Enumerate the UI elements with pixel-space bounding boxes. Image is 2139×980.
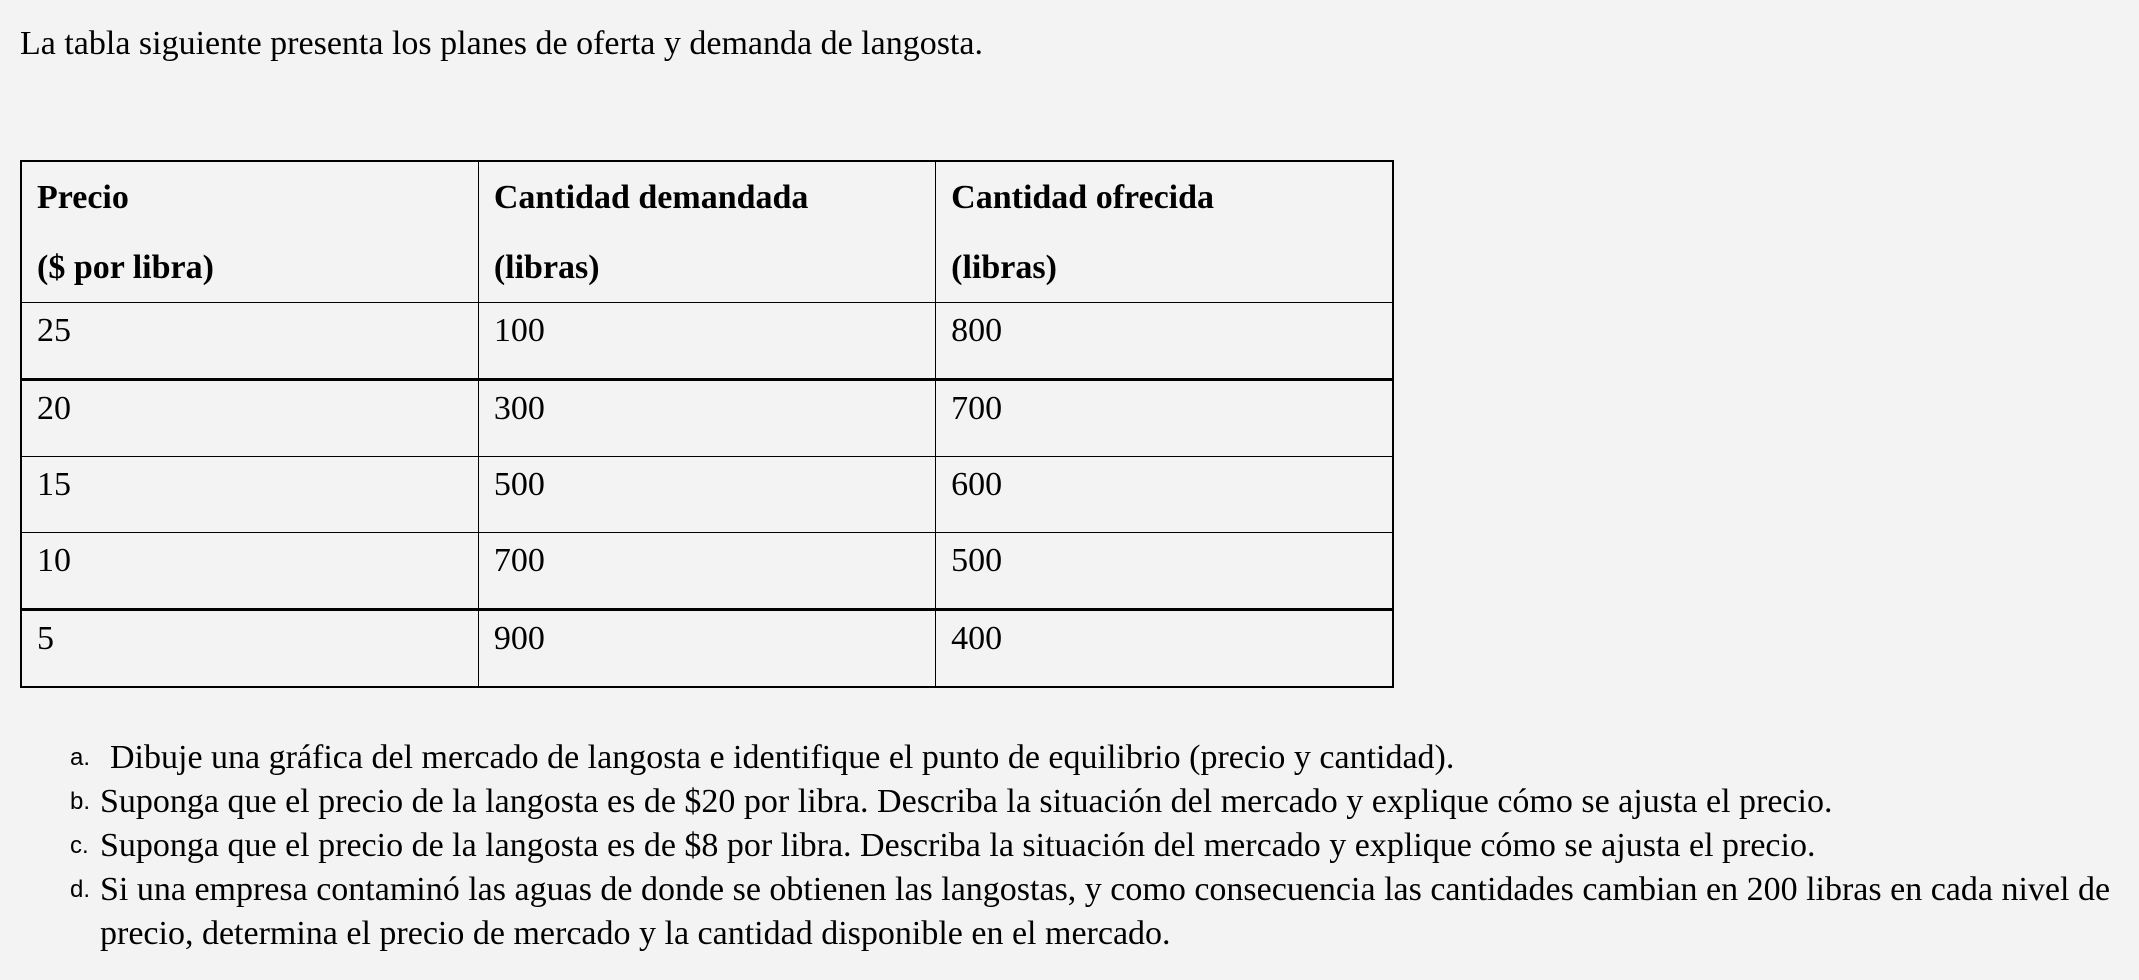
header-price-title: Precio (37, 179, 129, 216)
question-c (70, 824, 2130, 868)
header-demanded-unit: (libras) (493, 249, 600, 286)
question-marker: d. (70, 876, 91, 903)
header-quantity-demanded (478, 161, 935, 303)
cell-price: 20 (21, 380, 478, 457)
cell-demanded: 700 (478, 533, 935, 610)
question-text: Dibuje una gráfica del mercado de langosta e identifique el punto de equilibrio (precio y cantidad). (110, 739, 1455, 776)
header-price-unit: ($ por libra) (37, 249, 214, 286)
table-row (21, 303, 1393, 380)
question-b (70, 780, 2130, 824)
question-text: Suponga que el precio de la langosta es de $8 por libra. Describa la situación del mercado y explique cómo se ajusta el precio. (100, 827, 1816, 864)
header-supplied-unit: (libras) (951, 249, 1057, 286)
cell-supplied: 400 (936, 610, 1393, 688)
table-row (21, 610, 1393, 688)
cell-demanded: 100 (478, 303, 935, 380)
cell-price: 5 (21, 610, 478, 688)
cell-demanded: 900 (478, 610, 935, 688)
cell-price: 15 (21, 457, 478, 533)
table-row (21, 457, 1393, 533)
question-marker: a. (70, 744, 91, 771)
cell-price: 25 (21, 303, 478, 380)
table-header-row (21, 161, 1393, 303)
question-text: Si una empresa contaminó las aguas de donde se obtienen las langostas, y como consecuencia las cantidades cambian en 200 libras en cada nivel de precio, determina el precio de mercado y la cantidad disponible en el mercado. (100, 871, 2111, 952)
question-a (70, 736, 2130, 780)
cell-price: 10 (21, 533, 478, 610)
cell-demanded: 500 (478, 457, 935, 533)
question-marker: c. (70, 832, 89, 859)
table-row (21, 380, 1393, 457)
cell-demanded: 300 (478, 380, 935, 457)
cell-supplied: 700 (936, 380, 1393, 457)
cell-supplied: 600 (936, 457, 1393, 533)
question-list (70, 736, 2130, 956)
question-d (70, 868, 2130, 956)
table-row (21, 533, 1393, 610)
cell-supplied: 800 (936, 303, 1393, 380)
supply-demand-table (20, 160, 1394, 688)
question-marker: b. (70, 788, 91, 815)
cell-supplied: 500 (936, 533, 1393, 610)
header-quantity-supplied (936, 161, 1393, 303)
header-demanded-title: Cantidad demandada (493, 179, 809, 216)
question-text: Suponga que el precio de la langosta es de $20 por libra. Describa la situación del mercado y explique cómo se ajusta el precio. (100, 783, 1833, 820)
intro-text: La tabla siguiente presenta los planes de oferta y demanda de langosta. (20, 25, 983, 62)
header-supplied-title: Cantidad ofrecida (951, 179, 1215, 216)
header-price (21, 161, 478, 303)
